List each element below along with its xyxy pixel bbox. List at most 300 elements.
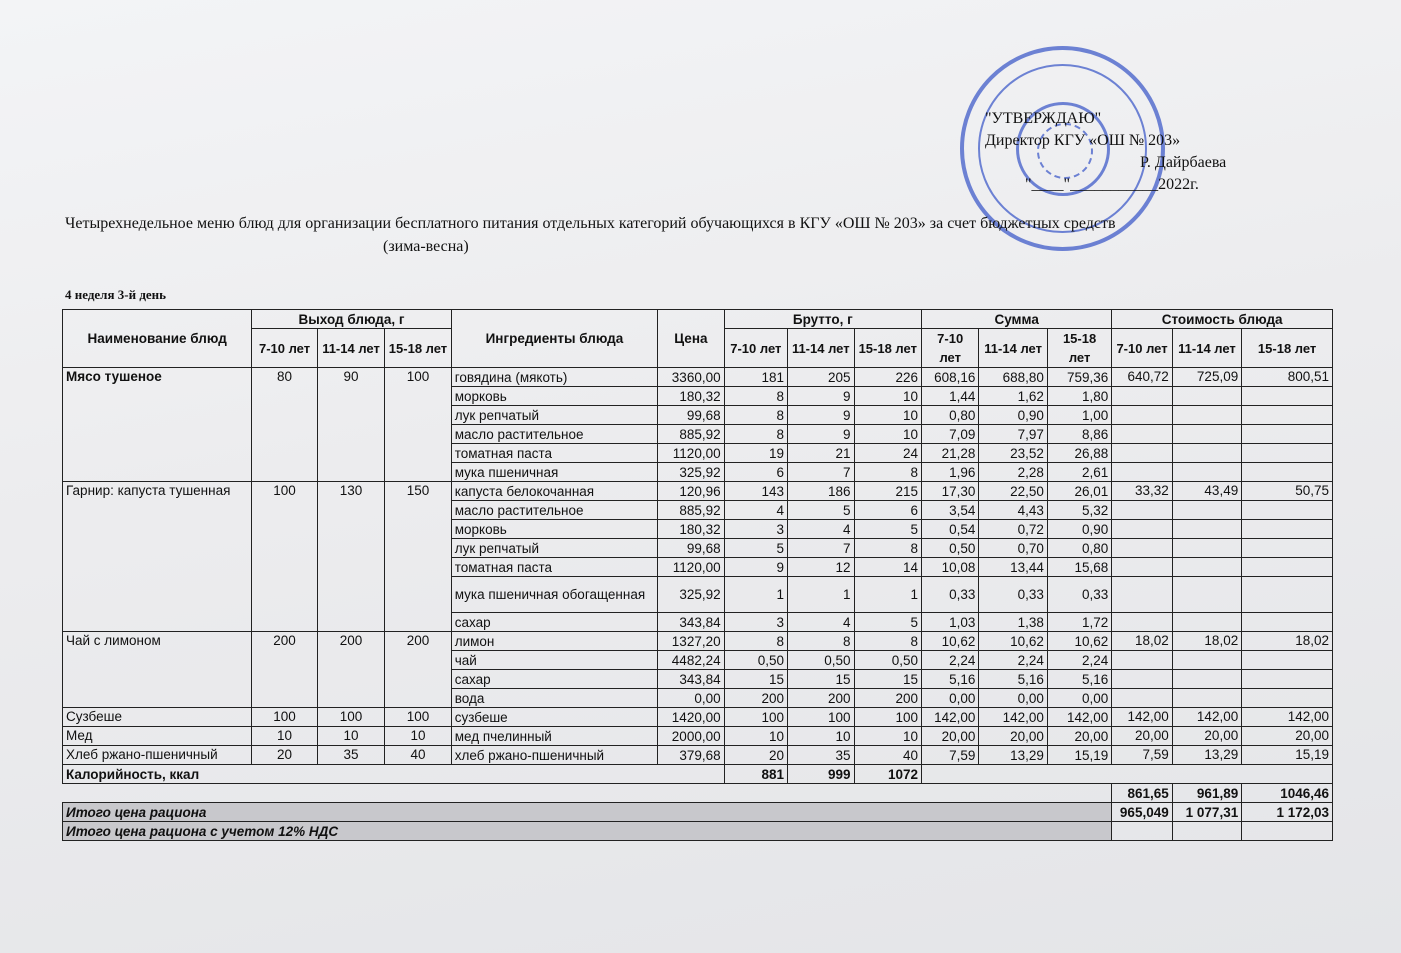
brutto-value: 7 <box>788 463 854 482</box>
ingredient-price: 4482,24 <box>658 651 724 670</box>
sum-value: 2,24 <box>922 651 979 670</box>
ingredient-name: мука пшеничная обогащенная <box>451 577 657 613</box>
total-row <box>63 803 1333 822</box>
sum-value: 142,00 <box>979 708 1047 727</box>
dish-cost: 18,02 <box>1112 632 1172 651</box>
brutto-value: 12 <box>788 558 854 577</box>
brutto-value: 5 <box>724 539 787 558</box>
empty-cell <box>1112 387 1172 406</box>
sum-value: 142,00 <box>922 708 979 727</box>
brutto-value: 4 <box>724 501 787 520</box>
dish-yield: 100 <box>385 368 451 482</box>
empty-cell <box>1172 670 1241 689</box>
brutto-value: 7 <box>788 539 854 558</box>
sum-value: 1,00 <box>1047 406 1111 425</box>
header-age1: 7-10 лет <box>252 329 317 368</box>
dish-cost: 20,00 <box>1172 727 1241 746</box>
sum-value: 4,43 <box>979 501 1047 520</box>
empty-cell <box>1242 822 1333 841</box>
sum-value: 1,62 <box>979 387 1047 406</box>
header-row-1 <box>63 310 1333 329</box>
empty-cell <box>1242 670 1333 689</box>
brutto-value: 215 <box>854 482 922 501</box>
dish-cost: 43,49 <box>1172 482 1241 501</box>
sum-value: 0,70 <box>979 539 1047 558</box>
dish-yield: 35 <box>317 746 384 765</box>
empty-cell <box>1172 444 1241 463</box>
sum-value: 20,00 <box>979 727 1047 746</box>
sum-value: 608,16 <box>922 368 979 387</box>
table-row <box>63 482 1333 501</box>
vat-row <box>63 822 1333 841</box>
sum-value: 8,86 <box>1047 425 1111 444</box>
sum-value: 1,03 <box>922 613 979 632</box>
approval-line-1: "УТВЕРЖДАЮ" <box>985 110 1102 127</box>
ingredient-name: сузбеше <box>451 708 657 727</box>
table-row <box>63 746 1333 765</box>
brutto-value: 15 <box>724 670 787 689</box>
brutto-value: 181 <box>724 368 787 387</box>
empty-cell <box>1112 501 1172 520</box>
sum-value: 2,24 <box>979 651 1047 670</box>
brutto-value: 0,50 <box>724 651 787 670</box>
brutto-value: 6 <box>724 463 787 482</box>
sum-value: 10,62 <box>1047 632 1111 651</box>
empty-cell <box>1242 539 1333 558</box>
brutto-value: 9 <box>788 406 854 425</box>
empty-cell <box>63 784 1112 803</box>
dish-cost: 640,72 <box>1112 368 1172 387</box>
header-price: Цена <box>658 310 724 368</box>
total-label: Итого цена рациона <box>63 803 1112 822</box>
brutto-value: 8 <box>724 387 787 406</box>
sum-value: 10,08 <box>922 558 979 577</box>
dish-name: Чай с лимоном <box>63 632 252 708</box>
brutto-value: 9 <box>788 387 854 406</box>
ingredient-name: сахар <box>451 670 657 689</box>
empty-cell <box>1172 822 1241 841</box>
ingredient-price: 379,68 <box>658 746 724 765</box>
header-age2: 11-14 лет <box>1172 329 1241 368</box>
dish-yield: 100 <box>317 708 384 727</box>
brutto-value: 186 <box>788 482 854 501</box>
ingredient-price: 325,92 <box>658 463 724 482</box>
empty-cell <box>1242 520 1333 539</box>
ingredient-price: 0,00 <box>658 689 724 708</box>
sum-value: 0,72 <box>979 520 1047 539</box>
empty-cell <box>1242 558 1333 577</box>
dish-name: Гарнир: капуста тушенная <box>63 482 252 632</box>
ingredient-name: томатная паста <box>451 444 657 463</box>
ingredient-name: капуста белокочанная <box>451 482 657 501</box>
empty-cell <box>1112 520 1172 539</box>
table-row <box>63 368 1333 387</box>
ingredient-name: говядина (мякоть) <box>451 368 657 387</box>
sum-value: 26,88 <box>1047 444 1111 463</box>
approval-line-3: Р. Дайрбаева <box>1140 154 1227 171</box>
ingredient-price: 180,32 <box>658 387 724 406</box>
sum-value: 15,68 <box>1047 558 1111 577</box>
ingredient-price: 1120,00 <box>658 558 724 577</box>
sum-value: 142,00 <box>1047 708 1111 727</box>
brutto-value: 226 <box>854 368 922 387</box>
header-age3: 15-18 лет <box>1047 329 1111 368</box>
empty-cell <box>1112 444 1172 463</box>
brutto-value: 10 <box>854 727 922 746</box>
brutto-value: 100 <box>854 708 922 727</box>
dish-yield: 20 <box>252 746 317 765</box>
sum-value: 10,62 <box>922 632 979 651</box>
empty-cell <box>1242 689 1333 708</box>
approval-line-4: "____"___________2022г. <box>1025 176 1199 193</box>
ingredient-name: томатная паста <box>451 558 657 577</box>
empty-cell <box>1172 501 1241 520</box>
title-line-2: (зима-весна) <box>383 238 469 255</box>
dish-cost: 33,32 <box>1112 482 1172 501</box>
empty-cell <box>1112 577 1172 613</box>
table-row <box>63 708 1333 727</box>
sum-value: 15,19 <box>1047 746 1111 765</box>
header-age3: 15-18 лет <box>854 329 922 368</box>
dish-yield: 100 <box>252 708 317 727</box>
header-age3: 15-18 лет <box>385 329 451 368</box>
dish-yield: 200 <box>317 632 384 708</box>
calories-value: 881 <box>724 765 787 784</box>
dish-yield: 100 <box>252 482 317 632</box>
brutto-value: 14 <box>854 558 922 577</box>
brutto-value: 8 <box>788 632 854 651</box>
ingredient-name: морковь <box>451 520 657 539</box>
dish-cost: 15,19 <box>1242 746 1333 765</box>
table-row <box>63 727 1333 746</box>
empty-cell <box>1112 822 1172 841</box>
sum-value: 7,97 <box>979 425 1047 444</box>
empty-cell <box>1242 463 1333 482</box>
sum-value: 2,61 <box>1047 463 1111 482</box>
brutto-value: 6 <box>854 501 922 520</box>
dish-cost: 20,00 <box>1112 727 1172 746</box>
dish-cost: 20,00 <box>1242 727 1333 746</box>
sum-value: 688,80 <box>979 368 1047 387</box>
dish-yield: 80 <box>252 368 317 482</box>
empty-cell <box>1112 425 1172 444</box>
header-brutto: Брутто, г <box>724 310 921 329</box>
dish-yield: 10 <box>317 727 384 746</box>
dish-cost: 50,75 <box>1242 482 1333 501</box>
brutto-value: 9 <box>788 425 854 444</box>
brutto-value: 100 <box>788 708 854 727</box>
ingredient-price: 343,84 <box>658 613 724 632</box>
brutto-value: 24 <box>854 444 922 463</box>
dish-name: Сузбеше <box>63 708 252 727</box>
ingredient-name: вода <box>451 689 657 708</box>
brutto-value: 1 <box>854 577 922 613</box>
header-name: Наименование блюд <box>63 310 252 368</box>
brutto-value: 100 <box>724 708 787 727</box>
brutto-value: 8 <box>854 539 922 558</box>
sum-value: 0,50 <box>922 539 979 558</box>
empty-cell <box>1172 425 1241 444</box>
sum-value: 0,00 <box>922 689 979 708</box>
sum-value: 1,44 <box>922 387 979 406</box>
brutto-value: 0,50 <box>854 651 922 670</box>
ingredient-price: 1420,00 <box>658 708 724 727</box>
menu-table <box>62 309 1333 841</box>
total-value: 1 172,03 <box>1242 803 1333 822</box>
header-age1: 7-10 лет <box>724 329 787 368</box>
sum-value: 0,00 <box>1047 689 1111 708</box>
brutto-value: 15 <box>854 670 922 689</box>
empty-cell <box>1172 387 1241 406</box>
brutto-value: 10 <box>854 406 922 425</box>
dish-yield: 10 <box>252 727 317 746</box>
sum-value: 3,54 <box>922 501 979 520</box>
total-value: 965,049 <box>1112 803 1172 822</box>
calories-value: 999 <box>788 765 854 784</box>
empty-cell <box>1172 406 1241 425</box>
sum-value: 0,33 <box>922 577 979 613</box>
empty-cell <box>1112 613 1172 632</box>
table-row <box>63 632 1333 651</box>
ingredient-price: 885,92 <box>658 425 724 444</box>
sum-value: 7,09 <box>922 425 979 444</box>
header-age2: 11-14 лет <box>317 329 384 368</box>
vat-label: Итого цена рациона с учетом 12% НДС <box>63 822 1112 841</box>
empty-cell <box>1242 444 1333 463</box>
brutto-value: 21 <box>788 444 854 463</box>
brutto-value: 8 <box>854 632 922 651</box>
ingredient-price: 3360,00 <box>658 368 724 387</box>
brutto-value: 3 <box>724 520 787 539</box>
empty-cell <box>1172 463 1241 482</box>
empty-cell <box>1172 689 1241 708</box>
empty-cell <box>1112 539 1172 558</box>
brutto-value: 40 <box>854 746 922 765</box>
sum-value: 21,28 <box>922 444 979 463</box>
brutto-value: 19 <box>724 444 787 463</box>
dish-cost: 725,09 <box>1172 368 1241 387</box>
dish-name: Мясо тушеное <box>63 368 252 482</box>
title-line-1: Четырехнедельное меню блюд для организации бесплатного питания отдельных категорий обучающихся в КГУ «ОШ № 203» за счет бюджетных средств <box>65 215 1116 232</box>
approval-block <box>985 108 1226 196</box>
dish-yield: 10 <box>385 727 451 746</box>
dish-cost: 18,02 <box>1172 632 1241 651</box>
dish-yield: 40 <box>385 746 451 765</box>
empty-cell <box>1242 406 1333 425</box>
day-label: 4 неделя 3-й день <box>65 287 167 302</box>
brutto-value: 9 <box>724 558 787 577</box>
brutto-value: 35 <box>788 746 854 765</box>
ingredient-price: 99,68 <box>658 406 724 425</box>
empty-cell <box>1172 558 1241 577</box>
brutto-value: 4 <box>788 613 854 632</box>
sum-value: 1,80 <box>1047 387 1111 406</box>
sum-value: 26,01 <box>1047 482 1111 501</box>
dish-cost: 13,29 <box>1172 746 1241 765</box>
sum-value: 5,16 <box>979 670 1047 689</box>
sum-value: 1,96 <box>922 463 979 482</box>
calories-label: Калорийность, ккал <box>63 765 725 784</box>
dish-cost: 142,00 <box>1112 708 1172 727</box>
brutto-value: 0,50 <box>788 651 854 670</box>
empty-cell <box>1242 613 1333 632</box>
header-ingredients: Ингредиенты блюда <box>451 310 657 368</box>
dish-cost: 142,00 <box>1242 708 1333 727</box>
brutto-value: 10 <box>854 425 922 444</box>
empty-cell <box>1172 613 1241 632</box>
ingredient-name: масло растительное <box>451 501 657 520</box>
dish-cost: 142,00 <box>1172 708 1241 727</box>
ingredient-price: 2000,00 <box>658 727 724 746</box>
empty-cell <box>1242 387 1333 406</box>
sum-value: 2,24 <box>1047 651 1111 670</box>
sum-value: 0,33 <box>1047 577 1111 613</box>
empty-cell <box>1172 520 1241 539</box>
dish-yield: 150 <box>385 482 451 632</box>
ingredient-price: 99,68 <box>658 539 724 558</box>
ingredient-name: хлеб ржано-пшеничный <box>451 746 657 765</box>
ingredient-price: 120,96 <box>658 482 724 501</box>
sum-value: 13,29 <box>979 746 1047 765</box>
sum-value: 20,00 <box>922 727 979 746</box>
empty-cell <box>1112 670 1172 689</box>
brutto-value: 8 <box>724 425 787 444</box>
brutto-value: 200 <box>854 689 922 708</box>
brutto-value: 3 <box>724 613 787 632</box>
brutto-value: 8 <box>724 406 787 425</box>
sum-value: 0,33 <box>979 577 1047 613</box>
approval-line-2: Директор КГУ «ОШ № 203» <box>985 132 1181 149</box>
header-age3: 15-18 лет <box>1242 329 1333 368</box>
sum-value: 7,59 <box>922 746 979 765</box>
sum-value: 0,80 <box>922 406 979 425</box>
empty-cell <box>1112 463 1172 482</box>
sum-value: 10,62 <box>979 632 1047 651</box>
ingredient-name: масло растительное <box>451 425 657 444</box>
ingredient-price: 343,84 <box>658 670 724 689</box>
ingredient-price: 885,92 <box>658 501 724 520</box>
sum-value: 23,52 <box>979 444 1047 463</box>
brutto-value: 8 <box>724 632 787 651</box>
empty-cell <box>922 765 1333 784</box>
sum-value: 13,44 <box>979 558 1047 577</box>
empty-cell <box>1242 501 1333 520</box>
sum-row <box>63 784 1333 803</box>
empty-cell <box>1112 689 1172 708</box>
brutto-value: 10 <box>788 727 854 746</box>
sum-value: 22,50 <box>979 482 1047 501</box>
ingredient-name: сахар <box>451 613 657 632</box>
sum-value: 5,16 <box>922 670 979 689</box>
brutto-value: 5 <box>788 501 854 520</box>
sum-value: 5,16 <box>1047 670 1111 689</box>
ingredient-name: мука пшеничная <box>451 463 657 482</box>
empty-cell <box>1242 425 1333 444</box>
brutto-value: 1 <box>788 577 854 613</box>
ingredient-price: 1120,00 <box>658 444 724 463</box>
ingredient-name: мед пчелинный <box>451 727 657 746</box>
empty-cell <box>1242 651 1333 670</box>
dish-cost: 7,59 <box>1112 746 1172 765</box>
sum-value: 0,90 <box>979 406 1047 425</box>
brutto-value: 200 <box>788 689 854 708</box>
empty-cell <box>1172 539 1241 558</box>
ingredient-price: 325,92 <box>658 577 724 613</box>
brutto-value: 200 <box>724 689 787 708</box>
dish-yield: 200 <box>252 632 317 708</box>
brutto-value: 143 <box>724 482 787 501</box>
header-age2: 11-14 лет <box>979 329 1047 368</box>
ingredient-price: 1327,20 <box>658 632 724 651</box>
sum-total-value: 961,89 <box>1172 784 1241 803</box>
calories-row <box>63 765 1333 784</box>
header-age1: 7-10 лет <box>1112 329 1172 368</box>
ingredient-name: чай <box>451 651 657 670</box>
sum-value: 1,72 <box>1047 613 1111 632</box>
header-age1: 7-10 лет <box>922 329 979 368</box>
brutto-value: 205 <box>788 368 854 387</box>
empty-cell <box>1112 558 1172 577</box>
ingredient-name: лимон <box>451 632 657 651</box>
header-age2: 11-14 лет <box>788 329 854 368</box>
brutto-value: 15 <box>788 670 854 689</box>
header-cost: Стоимость блюда <box>1112 310 1333 329</box>
sum-value: 0,80 <box>1047 539 1111 558</box>
dish-yield: 200 <box>385 632 451 708</box>
brutto-value: 5 <box>854 613 922 632</box>
sum-value: 20,00 <box>1047 727 1111 746</box>
brutto-value: 8 <box>854 463 922 482</box>
total-value: 1 077,31 <box>1172 803 1241 822</box>
sum-value: 0,00 <box>979 689 1047 708</box>
header-sum: Сумма <box>922 310 1112 329</box>
empty-cell <box>1172 577 1241 613</box>
brutto-value: 1 <box>724 577 787 613</box>
sum-value: 759,36 <box>1047 368 1111 387</box>
ingredient-price: 180,32 <box>658 520 724 539</box>
brutto-value: 5 <box>854 520 922 539</box>
document-title <box>65 212 1265 258</box>
sum-value: 0,54 <box>922 520 979 539</box>
sum-value: 2,28 <box>979 463 1047 482</box>
empty-cell <box>1172 651 1241 670</box>
sum-value: 1,38 <box>979 613 1047 632</box>
dish-name: Хлеб ржано-пшеничный <box>63 746 252 765</box>
sum-value: 0,90 <box>1047 520 1111 539</box>
ingredient-name: морковь <box>451 387 657 406</box>
sum-total-value: 861,65 <box>1112 784 1172 803</box>
empty-cell <box>1112 651 1172 670</box>
dish-cost: 18,02 <box>1242 632 1333 651</box>
sum-value: 5,32 <box>1047 501 1111 520</box>
brutto-value: 10 <box>854 387 922 406</box>
ingredient-name: лук репчатый <box>451 406 657 425</box>
calories-value: 1072 <box>854 765 922 784</box>
brutto-value: 4 <box>788 520 854 539</box>
sum-value: 17,30 <box>922 482 979 501</box>
brutto-value: 20 <box>724 746 787 765</box>
dish-name: Мед <box>63 727 252 746</box>
dish-cost: 800,51 <box>1242 368 1333 387</box>
dish-yield: 100 <box>385 708 451 727</box>
header-yield: Выход блюда, г <box>252 310 451 329</box>
brutto-value: 10 <box>724 727 787 746</box>
dish-yield: 130 <box>317 482 384 632</box>
sum-total-value: 1046,46 <box>1242 784 1333 803</box>
empty-cell <box>1112 406 1172 425</box>
ingredient-name: лук репчатый <box>451 539 657 558</box>
empty-cell <box>1242 577 1333 613</box>
